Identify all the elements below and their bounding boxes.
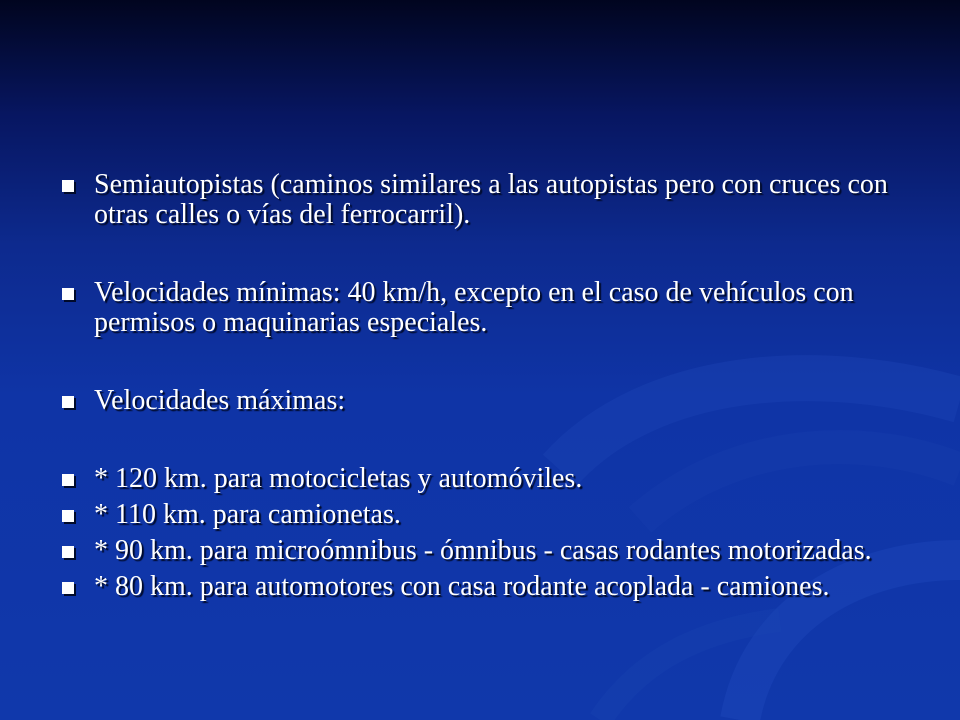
bullet-list [60,170,920,602]
list-item [60,464,920,494]
square-bullet-icon [62,288,74,300]
list-item [60,500,920,530]
list-item [60,572,920,602]
item-text: Velocidades mínimas: 40 km/h, excepto en el caso de vehículos con permisos o maquinarias especiales. [94,277,854,338]
item-text: Semiautopistas (caminos similares a las autopistas pero con cruces con otras calles o vías del ferrocarril). [94,169,888,230]
list-item [60,278,920,338]
item-text: * 80 km. para automotores con casa rodante acoplada - camiones. [94,571,830,602]
square-bullet-icon [62,474,74,486]
item-text: * 110 km. para camionetas. [94,499,401,530]
square-bullet-icon [62,180,74,192]
list-item [60,170,920,230]
square-bullet-icon [62,582,74,594]
item-text: * 120 km. para motocicletas y automóviles. [94,463,583,494]
item-text: Velocidades máximas: [94,385,346,416]
square-bullet-icon [62,510,74,522]
square-bullet-icon [62,396,74,408]
list-item [60,536,920,566]
item-text: * 90 km. para microómnibus - ómnibus - casas rodantes motorizadas. [94,535,872,566]
square-bullet-icon [62,546,74,558]
list-item [60,386,920,416]
